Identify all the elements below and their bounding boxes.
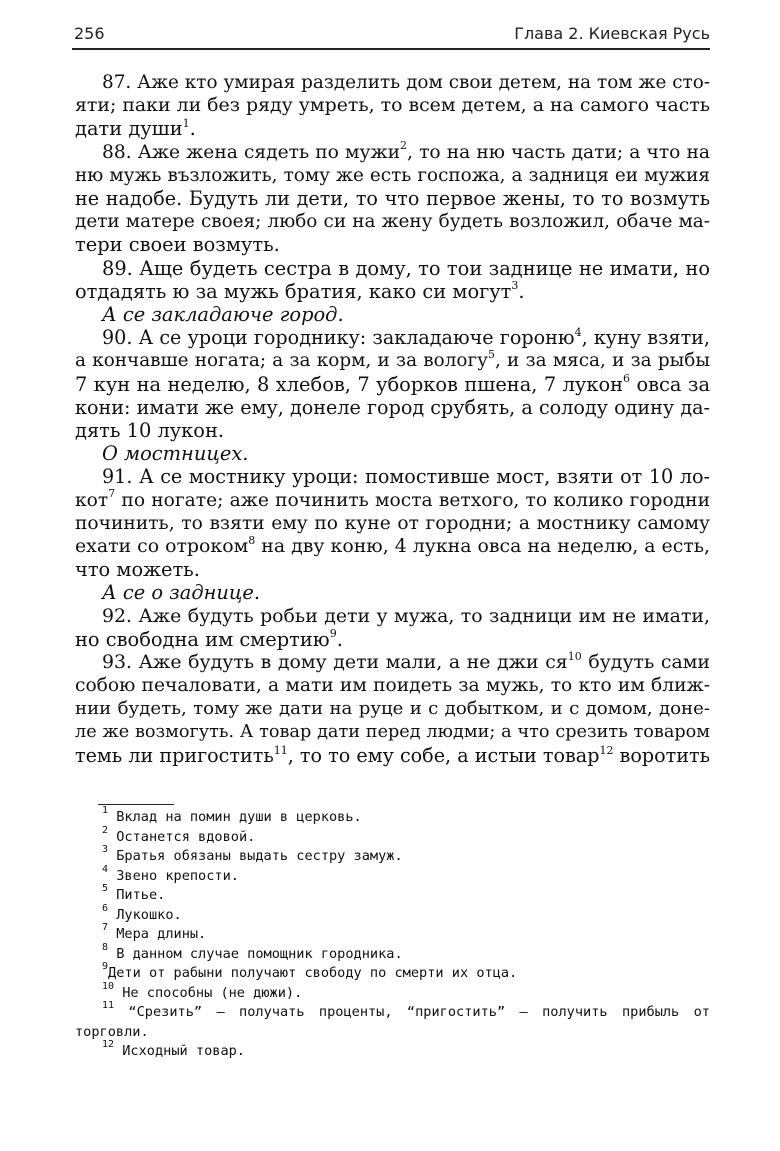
footnote-ref: 10 xyxy=(567,649,582,663)
footnote: $^6$ Лукошко. xyxy=(102,902,182,923)
footnote-ref: 8 xyxy=(248,533,256,547)
footnote-ref: 9 xyxy=(329,627,337,641)
footnote-divider xyxy=(98,804,174,805)
chapter-title: Глава 2. Киевская Русь xyxy=(514,24,710,43)
text-line: починить, то взяти ему по куне от городни; а мостнику самому xyxy=(75,512,710,534)
text-line: нии будеть, тому же дати на руце и с добытком, и с домом, доне- xyxy=(75,698,710,720)
text-line: дети матере своея; любо си на жену будеть возложил, обаче ма- xyxy=(75,211,710,233)
footnote-continuation: торговли. xyxy=(75,1023,149,1040)
footnote: $^4$ Звено крепости. xyxy=(102,863,239,884)
footnote-ref: 12 xyxy=(599,743,614,757)
main-text xyxy=(75,71,710,767)
footnote-ref: 4 xyxy=(574,325,582,339)
text-line: а кончавше ногата; а за корм, и за вологу$^5$, и за мяса, и за рыбы xyxy=(75,348,710,372)
text-line: 91. А се мостнику уроци: помостивше мост, взяти от 10 ло- xyxy=(102,465,710,489)
footnote-ref: 11 xyxy=(273,743,288,757)
text-line: отдадять ю за мужь братия, како си могут$^3$. xyxy=(75,279,525,303)
text-line: ню мужь възложить, тому же есть госпожа, а задниця еи мужия xyxy=(75,164,710,186)
footnote: $^3$ Братья обязаны выдать сестру замуж. xyxy=(102,844,403,864)
text-line: дати души$^1$. xyxy=(75,116,196,141)
footnote-ref: 3 xyxy=(511,279,519,293)
running-header xyxy=(72,22,710,50)
footnote: $^5$ Питье. xyxy=(102,883,166,903)
text-line: не надобе. Будуть ли дети, то что первое жены, то то возмуть xyxy=(75,187,710,211)
footnote-ref: 6 xyxy=(623,372,631,386)
text-line: но свободна им смертию$^9$. xyxy=(75,627,343,651)
text-line: ехати со отроком$^8$ на дву коню, 4 лукна овса на неделю, а есть, xyxy=(75,533,711,558)
footnote-ref: 5 xyxy=(487,348,495,362)
text-line: темь ли пригостить$^{11}$, то то ему собе, а истыи товар$^{12}$ воротить xyxy=(75,743,710,767)
section-heading: О мостницех. xyxy=(102,442,249,466)
footnote: $^1$ Вклад на помин души в церковь. xyxy=(102,805,362,825)
section-heading: А се закладаюче город. xyxy=(102,303,344,327)
text-line: кони: имати же ему, донеле город срубять, а солоду одину да- xyxy=(75,395,710,419)
footnotes xyxy=(75,805,710,1062)
text-line: собою печаловати, а мати им поидеть за мужь, то кто им ближ- xyxy=(75,675,710,697)
footnote: $^{10}$ Не способны (не дюжи). xyxy=(102,980,303,1001)
text-line: кот$^7$ по ногате; аже починить моста ветхого, то колико городни xyxy=(75,487,710,511)
footnote-ref: 7 xyxy=(108,487,116,501)
text-line: тери своеи возмуть. xyxy=(75,233,280,257)
text-line: 89. Аще будеть сестра в дому, то тои заднице не имати, но xyxy=(102,256,710,280)
footnote: $^7$ Мера длины. xyxy=(102,922,207,942)
text-line: что можеть. xyxy=(75,558,200,582)
footnote: $^8$ В данном случае помощник городника. xyxy=(102,941,403,962)
text-line: 88. Аже жена сядеть по мужи$^2$, то на ню часть дати; а что на xyxy=(102,139,710,163)
text-line: 87. Аже кто умирая разделить дом свои детем, на том же сто- xyxy=(102,72,710,93)
text-line: 90. А се уроци городнику: закладаюче гороню$^4$, куну взяти, xyxy=(102,325,711,350)
footnote: $^{11}$ “Срезить” — получать проценты, “пригостить” — получить прибыль от xyxy=(102,1000,710,1020)
page-number: 256 xyxy=(74,24,105,43)
footnote: $^9$Дети от рабыни получают свободу по смерти их отца. xyxy=(102,961,518,981)
text-line: 92. Аже будуть робьи дети у мужа, то задници им не имати, xyxy=(102,604,710,627)
text-line: ле же возмогуть. А товар дати перед людми; а что срезить товаром xyxy=(75,721,710,742)
footnote: $^2$ Останется вдовой. xyxy=(102,824,256,845)
text-line: дять 10 лукон. xyxy=(75,419,225,443)
text-line: 93. Аже будуть в дому дети мали, а не джи $ся^{10}$ будуть сами xyxy=(102,649,711,674)
footnote-ref: 2 xyxy=(400,139,408,153)
footnote-ref: 1 xyxy=(182,116,190,130)
text-line: яти; паки ли без ряду умреть, то всем детем, а на самого часть xyxy=(75,94,711,117)
footnote: $^{12}$ Исходный товар. xyxy=(102,1039,245,1059)
text-line: 7 кун на неделю, 8 хлебов, 7 уборков пшена, 7 лукон$^6$ овса за xyxy=(75,372,710,396)
section-heading: А се о заднице. xyxy=(102,581,261,605)
